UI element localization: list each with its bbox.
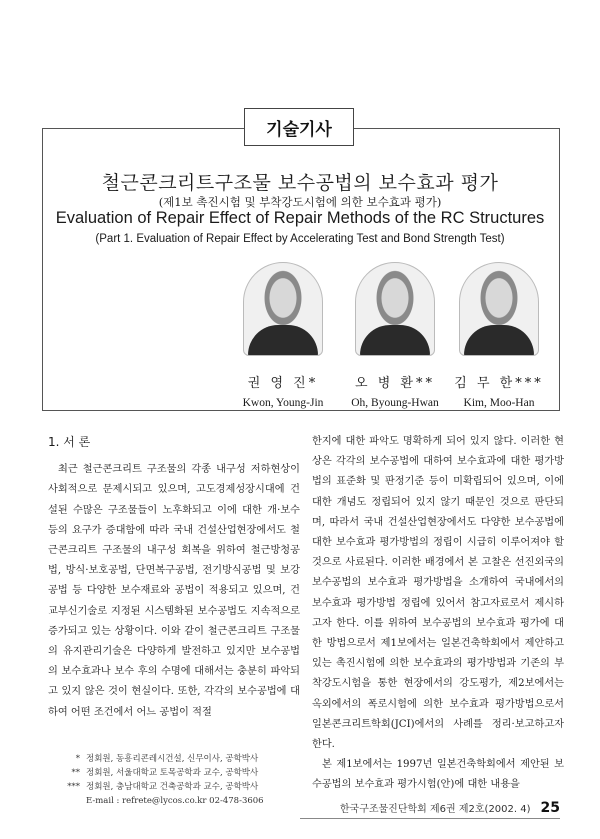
author-name-ko: 김 무 한*** [454, 376, 544, 391]
footnote-mark: *** [67, 782, 80, 792]
footnote-text: 정회원, 동흥리콘레시건설, 신무이사, 공학박사 [86, 754, 259, 764]
body-paragraph: 한지에 대한 파악도 명확하게 되어 있지 않다. 이러한 현상은 각각의 보수공법에 대하여 보수효과에 대한 평가방법의 표준화 및 판정기준 등이 미확립되어 있으며, 이에 대한 개념도 정립되어 있지 않기 때문인 것으로 판단되며, 따라서 국내 건설산업현장에서도 다양한 보수공법에 대한 보수효과 평가방법의 정립이 시급히 이루어져야 할 것으로 사료된다. 이러한 배경에서 본 고찰은 선진외국의 보수공법의 보수효과 평가방법을 소개하여 국내에서의 보수효과 평가방법 정립에 있어서 참고자료로서 제시하고자 한다. 이를 위하여 보수공법의 보수효과 평가에 대한 방법으로서 제1보에서는 일본건축학회에서 제안하고 있는 촉진시험에 의한 보수효과의 평가방법과 기존의 부착강도시험을 통한 현장에서의 강도평가, 제2보에서는 옥외에서의 폭로시험에 의한 보수효과 평가방법으로서 일본콘크리트학회(JCI)에서의 사례를 정리·보고하고자 한다. [312, 436, 564, 751]
page-number: 25 [540, 800, 560, 816]
footer-divider [300, 818, 560, 819]
footnote-mark [60, 794, 80, 808]
footnote-mark: * [75, 754, 80, 764]
footnote-mark: ** [71, 768, 80, 778]
section-heading: 1. 서 론 [48, 435, 91, 449]
footnote [60, 766, 300, 780]
footnote [60, 752, 300, 766]
author-photo [243, 262, 323, 356]
footnote [60, 794, 300, 808]
author-name-en: Oh, Byoung-Hwan [351, 397, 439, 409]
author-name-en: Kim, Moo-Han [463, 397, 535, 409]
title-english: Evaluation of Repair Effect of Repair Methods of the RC Structures [55, 209, 545, 227]
author-name-ko: 권 영 진* [247, 376, 319, 391]
author-photo [355, 262, 435, 356]
journal-name: 한국구조물진단학회 제6권 제2호(2002. 4) [339, 804, 531, 815]
left-column [48, 432, 300, 723]
right-column [312, 432, 564, 796]
page-footer [330, 800, 560, 816]
body-paragraph: 최근 철근콘크리트 구조물의 각종 내구성 저하현상이 사회적으로 문제시되고 있으며, 고도경제성장시대에 건설된 수많은 구조물들이 노후화되고 이에 대한 개·보수 등의 요구가 증대함에 따라 국내 건설산업현장에서도 철근콘크리트 구조물의 내구성 회복을 위하여 철근방청공법, 방식·보호공법, 단면복구공법, 전기방식공법 및 보강공법 등 다양한 보수재료와 공법이 적용되고 있으며, 건교부신기술로 지정된 시스템화된 보수공법도 지속적으로 증가되고 있는 상황이다. 이와 같이 철근콘크리트 구조물의 유지관리기술은 다양하게 발전하고 있지만 보수공법의 보수효과나 보수 후의 수명에 대해서는 충분히 파악되고 있지 않은 것이 현실이다. 또한, 각각의 보수공법에 대하여 어떤 조건에서 어느 공법이 적절 [48, 464, 300, 718]
subtitle-english: (Part 1. Evaluation of Repair Effect by Accelerating Test and Bond Strength Test) [95, 233, 505, 245]
section-label: 기술기사 [244, 108, 354, 146]
title-korean: 철근콘크리트구조물 보수공법의 보수효과 평가 [101, 172, 499, 194]
footnote [60, 780, 300, 794]
footnotes [60, 752, 300, 808]
body-paragraph: 본 제1보에서는 1997년 일본건축학회에서 제안된 보수공법의 보수효과 평가시험(안)에 대한 내용을 [312, 759, 564, 791]
footnote-email: E-mail : refrete@lycos.co.kr 02-478-3606 [86, 796, 264, 806]
subtitle-korean: (제1보 촉진시험 및 부착강도시험에 의한 보수효과 평가) [158, 195, 442, 209]
footnote-text: 정회원, 충남대학교 건축공학과 교수, 공학박사 [86, 782, 259, 792]
author-3 [434, 262, 564, 409]
author-1 [218, 262, 348, 409]
author-name-ko: 오 병 환** [355, 376, 435, 391]
author-photo [459, 262, 539, 356]
footnote-text: 정회원, 서울대학교 토목공학과 교수, 공학박사 [86, 768, 259, 778]
author-name-en: Kwon, Young-Jin [242, 397, 324, 409]
